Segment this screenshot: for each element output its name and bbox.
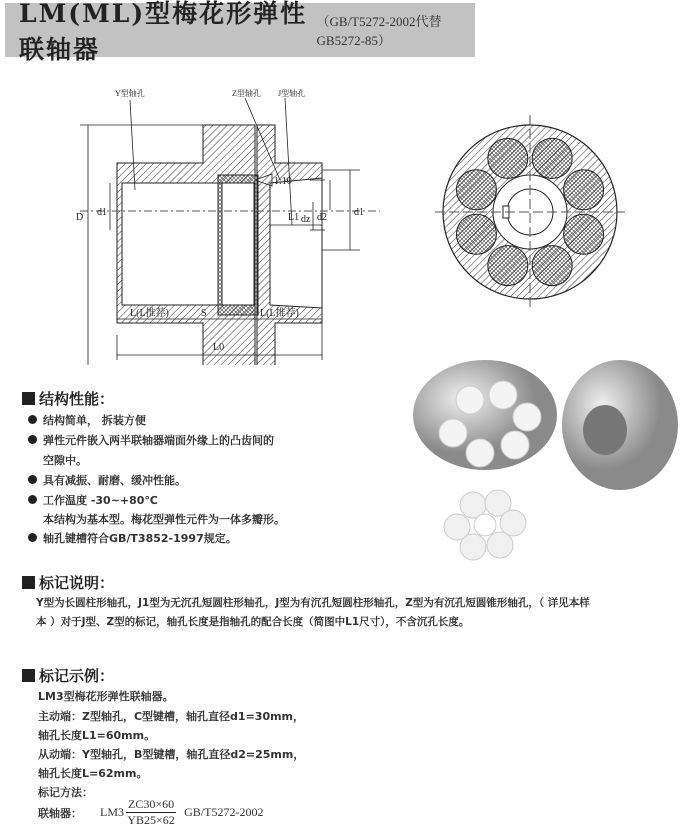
label-L-left: L(L推荐)	[130, 308, 169, 319]
label-dz: dz	[301, 214, 311, 225]
model: LM3	[100, 805, 124, 819]
standard: GB/T5272-2002	[184, 805, 264, 819]
elastic-petal	[488, 246, 528, 286]
label-S: S	[201, 308, 207, 319]
heading-text: 标记说明：	[39, 574, 115, 592]
marking-heading	[22, 572, 114, 593]
end-view-drawing	[430, 115, 630, 315]
label-d1-left: d1	[97, 207, 107, 218]
label-L1: L1	[288, 212, 300, 223]
label-d1-right: d1	[354, 207, 364, 218]
elastic-petal	[456, 170, 496, 210]
elastic-petal	[488, 138, 528, 178]
label-j-hole: J型轴孔	[278, 89, 306, 98]
coupling-label: 联轴器：	[38, 806, 82, 820]
square-bullet-icon	[22, 576, 35, 589]
example-heading	[22, 665, 114, 686]
label-d2: d2	[317, 212, 327, 223]
label-taper: 1:10	[274, 176, 292, 187]
bullet-icon	[28, 435, 37, 444]
feature-item: 具有减振、耐磨、缓冲性能。	[28, 472, 186, 488]
example-line: 主动端：Z型轴孔，C型键槽，轴孔直径d1=30mm，	[38, 710, 305, 723]
elastic-petal	[532, 246, 572, 286]
feature-item: 工作温度 -30~+80℃	[28, 492, 158, 508]
feature-item: 空隙中。	[43, 454, 87, 467]
feature-item: 本结构为基本型。梅花型弹性元件为一体多瓣形。	[43, 513, 285, 526]
example-line: 轴孔长度L1=60mm。	[38, 729, 156, 742]
elastic-petal	[532, 138, 572, 178]
bullet-icon	[28, 415, 37, 424]
example-line: 从动端：Y型轴孔，B型键槽，轴孔直径d2=25mm，	[38, 748, 305, 761]
marking-line: Y型为长圆柱形轴孔，J1型为无沉孔短圆柱形轴孔，J型为有沉孔短圆柱形轴孔，Z型为有沉孔短圆锥形轴孔，（ 详见本样	[36, 597, 590, 609]
bullet-icon	[28, 495, 37, 504]
fraction	[126, 797, 176, 828]
heading-text: 结构性能：	[39, 390, 115, 408]
product-photo	[405, 345, 680, 580]
label-z-hole: Z型轴孔	[232, 89, 261, 98]
title-bar	[5, 0, 475, 64]
feature-item: 结构简单， 拆装方便	[28, 412, 146, 428]
elastic-petal	[564, 170, 604, 210]
numerator: ZC30×60	[128, 797, 175, 811]
features-heading	[22, 388, 114, 409]
bullet-icon	[28, 533, 37, 542]
page-title: LM(ML)型梅花形弹性联轴器	[19, 0, 308, 64]
section-drawing	[60, 80, 390, 365]
standard-reference: （GB/T5272-2002代替GB5272-85）	[316, 14, 442, 48]
square-bullet-icon	[22, 392, 35, 405]
label-y-hole: Y型轴孔	[115, 89, 145, 98]
label-D: D	[76, 212, 84, 223]
example-line: 标记方法：	[38, 786, 93, 799]
feature-item: 弹性元件嵌入两半联轴器端面外缘上的凸齿间的	[28, 432, 274, 448]
example-line: 轴孔长度L=62mm。	[38, 767, 148, 780]
elastic-petal	[564, 214, 604, 254]
marking-line: 本 ）对于J型、Z型的标记，轴孔长度是指轴孔的配合长度（简图中L1尺寸），不含沉孔长度。	[36, 616, 470, 628]
marking-formula	[38, 797, 263, 828]
example-line: LM3型梅花形弹性联轴器。	[38, 690, 174, 703]
feature-item: 轴孔键槽符合GB/T3852-1997规定。	[28, 530, 237, 546]
label-L0: L0	[213, 342, 225, 353]
label-L-right: L(L推荐)	[260, 308, 299, 319]
denominator: YB25×62	[127, 813, 175, 827]
bullet-icon	[28, 475, 37, 484]
heading-text: 标记示例：	[39, 667, 115, 685]
right-hub	[257, 125, 322, 365]
square-bullet-icon	[22, 669, 35, 682]
elastic-petal	[456, 214, 496, 254]
